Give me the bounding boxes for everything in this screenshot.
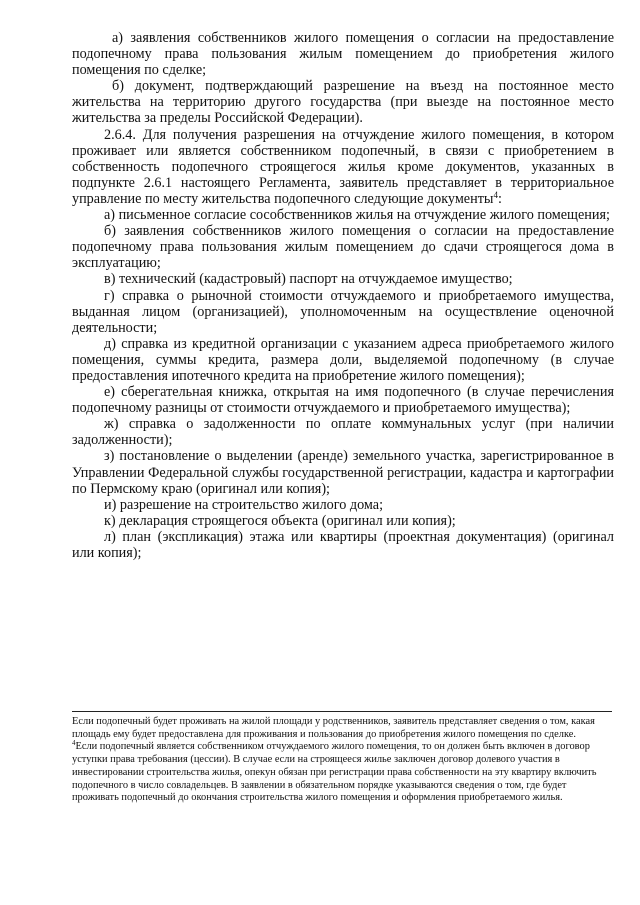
list-item: а) письменное согласие сособственников жилья на отчуждение жилого помещения;: [104, 207, 610, 224]
paragraph-b-exit-permit: б) документ, подтверждающий разрешение на въезд на постоянное место жительства на территорию другого государства (при выезде на постоянное место жительства за пределы Российской Федерации).: [72, 78, 614, 127]
list-item: к) декларация строящегося объекта (оригинал или копия);: [104, 512, 456, 529]
footnote-4-number: 4: [72, 739, 76, 748]
paragraph-2-6-4-colon: :: [497, 190, 502, 207]
list-item: г) справка о рыночной стоимости отчуждаемого и приобретаемого имущества, выданная лицом (организацией), уполномоченным на осуществление оценочной деятельности;: [72, 287, 614, 336]
footnote-ref-4: 4: [493, 189, 498, 200]
footnote-divider: [72, 711, 612, 712]
list-item: б) заявления собственников жилого помещения о согласии на предоставление подопечному права пользования жилым помещением до сдачи строящегося дома в эксплуатацию;: [72, 223, 614, 272]
list-item: и) разрешение на строительство жилого дома;: [104, 496, 384, 513]
paragraph-2-6-4-text: 2.6.4. Для получения разрешения на отчуждение жилого помещения, в котором проживает или является собственником подопечный, в связи с приобретением в собственность подопечного строящегося жилья кроме документов, указанных в подпункте 2.6.1 настоящего Регламента, заявитель представляет в территориальное управление по месту жительства подопечного следующие документы: [72, 126, 614, 207]
main-text: [72, 30, 614, 561]
list-item: з) постановление о выделении (аренде) земельного участка, зарегистрированное в Управлении Федеральной службы государственной регистрации, кадастра и картографии по Пермскому краю (оригинал или копия);: [72, 448, 614, 497]
list-item: е) сберегательная книжка, открытая на имя подопечного (в случае перечисления подопечному разницы от стоимости отчуждаемого и приобретаемого имущества);: [72, 384, 614, 417]
paragraph-a-consent-owners: а) заявления собственников жилого помещения о согласии на предоставление подопечному права пользования жилым помещением до приобретения жилого помещения по сделке;: [72, 30, 614, 79]
list-item: ж) справка о задолженности по оплате коммунальных услуг (при наличии задолженности);: [72, 416, 614, 449]
list-item: л) план (экспликация) этажа или квартиры (проектная документация) (оригинал или копия);: [72, 528, 614, 561]
paragraph-2-6-4: [72, 127, 614, 207]
list-item: в) технический (кадастровый) паспорт на отчуждаемое имущество;: [104, 271, 513, 288]
footnotes: [72, 716, 614, 805]
footnote-3-continuation: Если подопечный будет проживать на жилой площади у родственников, заявитель представляет сведения о том, какая площадь ему будет предоставлена для проживания и пользования до приобретения жилого помещения по сделке.: [72, 716, 595, 740]
footnote-4-text: Если подопечный является собственником отчуждаемого жилого помещения, то он должен быть включен в договор уступки права требования (цессии). В случае если на строящееся жилье заключен договор долевого участия в инвестировании строительства жилья, опекун обязан при регистрации права собственности на эту квартиру включить подопечного в число совладельцев. В заявлении в обязательном порядке указываются сведения о том, где будет проживать подопечный до окончания строительства жилого помещения и оформления приобретаемого жилья.: [72, 741, 597, 804]
footnote-4: [72, 741, 614, 805]
list-item: д) справка из кредитной организации с указанием адреса приобретаемого жилого помещения, суммы кредита, размера доли, выделяемой подопечному (в случае предоставления ипотечного кредита на приобретение жилого помещения);: [72, 335, 614, 384]
